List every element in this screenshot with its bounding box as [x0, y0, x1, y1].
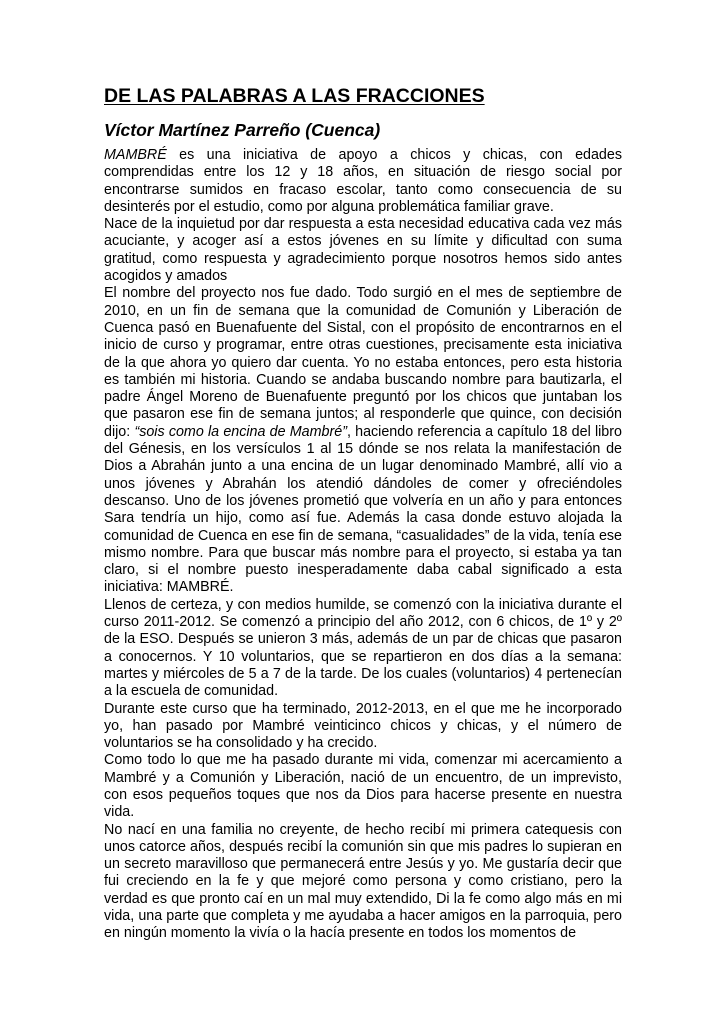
paragraph-intro-text: es una iniciativa de apoyo a chicos y chicas, con edades comprendidas entre los 12 y 18 años, en situación de riesgo social por encontrarse sumidos en fracaso escolar, tanto como consecuencia de su desinterés por el estudio, como por alguna problemática familiar grave.	[104, 147, 622, 215]
paragraph-intro	[104, 147, 622, 216]
paragraph-encounter: Como todo lo que me ha pasado durante mi vida, comenzar mi acercamiento a Mambré y a Comunión y Liberación, nació de un encuentro, de un imprevisto, con esos pequeños toques que nos da Dios para hacerse presente en nuestra vida.	[104, 752, 622, 821]
document-title: DE LAS PALABRAS A LAS FRACCIONES	[104, 85, 485, 107]
paragraph-name-story	[104, 285, 622, 596]
document-author: Víctor Martínez Parreño (Cuenca)	[104, 120, 381, 140]
project-name-emphasis: MAMBRÉ	[104, 147, 167, 163]
document-page	[104, 84, 622, 943]
paragraph-origin: Nace de la inquietud por dar respuesta a esta necesidad educativa cada vez más acuciante, y acoger así a estos jóvenes en su límite y dificultad con suma gratitud, como respuesta y agradecimiento porque nosotros hemos sido antes acogidos y amados	[104, 216, 622, 285]
paragraph-personal-faith: No nací en una familia no creyente, de hecho recibí mi primera catequesis con unos catorce años, después recibí la comunión sin que mis padres lo supieran en un secreto maravilloso que permanecerá entre Jesús y yo. Me gustaría decir que fui creciendo en la fe y que mejoré como persona y como cristiano, pero la verdad es que pronto caí en un mal muy extendido, Di la fe como algo más en mi vida, una parte que completa y me ayudaba a hacer amigos en la parroquia, pero en ningún momento la vivía o la hacía presente en todos los momentos de	[104, 821, 622, 942]
paragraph-name-story-text-b: , haciendo referencia a capítulo 18 del libro del Génesis, en los versículos 1 al 15 dónde se nos relata la manifestación de Dios a Abrahán junto a una encina de un lugar denominado Mambré, allí vio a unos jóvenes y Abrahán los atendió dándoles de comer y ofreciéndoles descanso. Uno de los jóvenes prometió que volvería en un año y para entonces Sara tendría un hijo, como así fue. Además la casa donde estuvo alojada la comunidad de Cuenca en ese fin de semana, “casualidades” de la vida, tenía ese mismo nombre. Para que buscar más nombre para el proyecto, si estaba ya tan claro, si el nombre puesto inesperadamente daba cabal significado a esta iniciativa: MAMBRÉ.	[104, 423, 622, 596]
paragraph-this-year: Durante este curso que ha terminado, 2012-2013, en el que me he incorporado yo, han pasado por Mambré veinticinco chicos y chicas, y el número de voluntarios se ha consolidado y ha crecido.	[104, 700, 622, 752]
quote-encina: “sois como la encina de Mambré”	[134, 423, 347, 440]
paragraph-beginnings: Llenos de certeza, y con medios humilde, se comenzó con la iniciativa durante el curso 2011-2012. Se comenzó a principio del año 2012, con 6 chicos, de 1º y 2º de la ESO. Después se unieron 3 más, además de un par de chicas que pasaron a conocernos. Y 10 voluntarios, que se repartieron en dos días a la semana: martes y miércoles de 5 a 7 de la tarde. De los cuales (voluntarios) 4 pertenecían a la escuela de comunidad.	[104, 596, 622, 700]
paragraph-name-story-text-a: El nombre del proyecto nos fue dado. Todo surgió en el mes de septiembre de 2010, en un fin de semana que la comunidad de Comunión y Liberación de Cuenca pasó en Buenafuente del Sistal, con el propósito de encontrarnos en el inicio de curso y programar, entre otras cuestiones, precisamente esta iniciativa de la que ahora yo quiero dar cuenta. Yo no estaba entonces, pero esta historia es también mi historia. Cuando se andaba buscando nombre para bautizarla, el padre Ángel Moreno de Buenafuente preguntó por los chicos que juntaban los que pasaron ese fin de semana juntos; al responderle que quince, con decisión dijo:	[104, 285, 622, 440]
